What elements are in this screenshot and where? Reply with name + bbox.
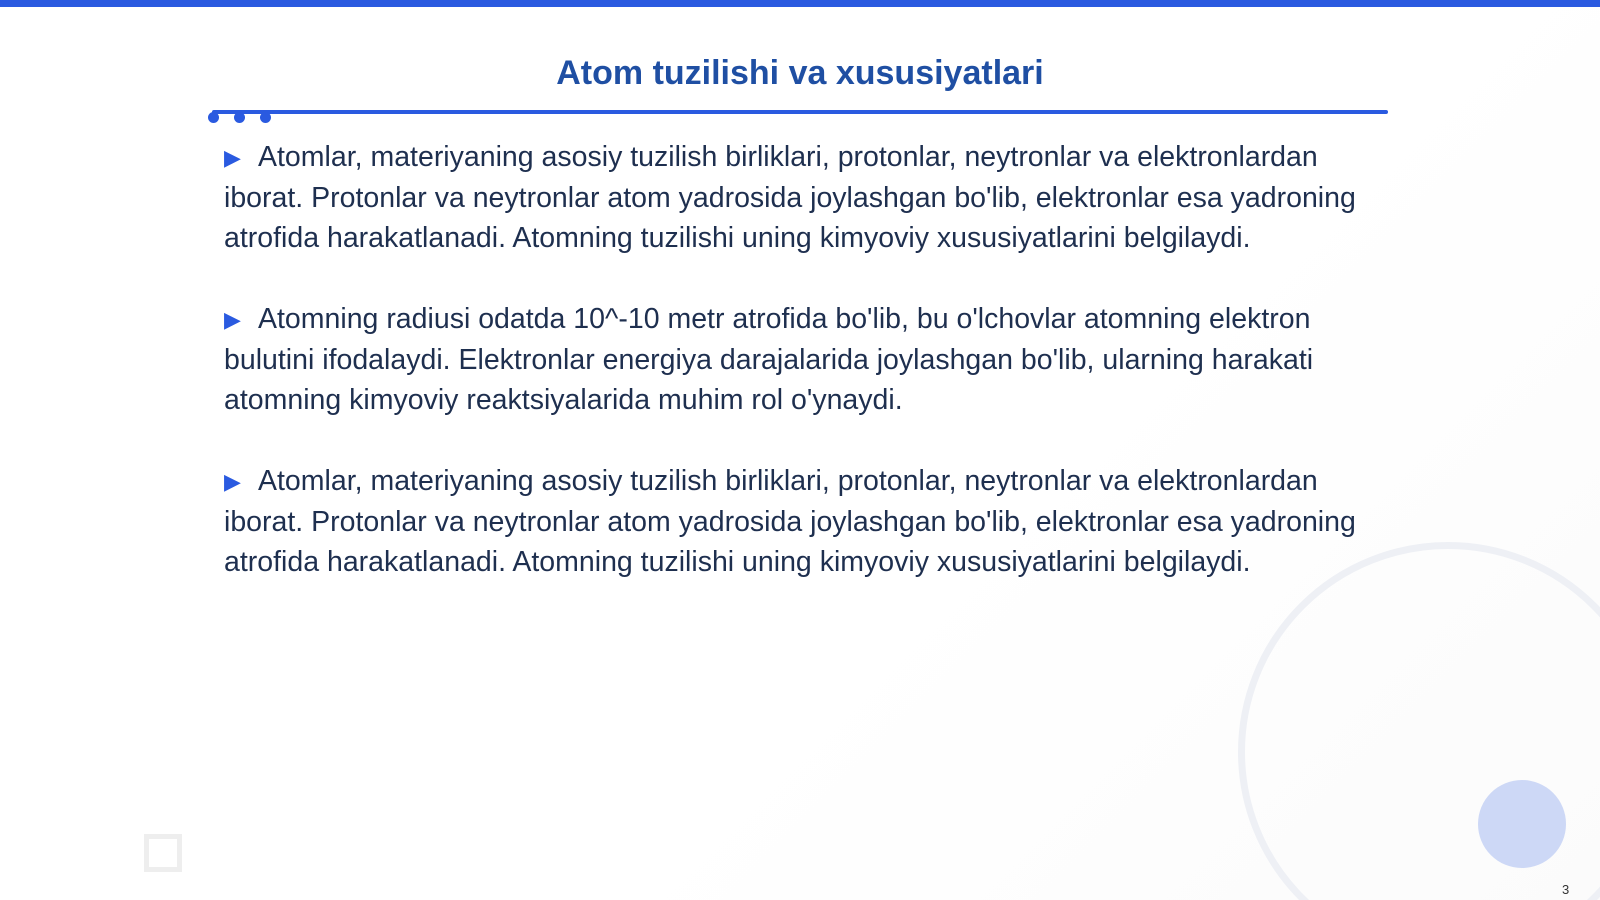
slide-title: Atom tuzilishi va xususiyatlari — [556, 54, 1044, 92]
play-arrow-icon: ▶ — [224, 307, 241, 332]
page-number: 3 — [1562, 882, 1570, 897]
bullet-item — [224, 461, 1364, 582]
play-arrow-icon: ▶ — [224, 145, 241, 170]
bullet-text: Atomning radiusi odatda 10^-10 metr atrofida bo'lib, bu o'lchovlar atomning elektron bulutini ifodalaydi. Elektronlar energiya darajalarida joylashgan bo'lib, ularning harakati atomning kimyoviy reaktsiyalarida muhim rol o'ynaydi. — [224, 303, 1314, 416]
bullet-text: Atomlar, materiyaning asosiy tuzilish birliklari, protonlar, neytronlar va elektronlardan iborat. Protonlar va neytronlar atom yadrosida joylashgan bo'lib, elektronlar esa yadroning atrofida harakatlanadi. Atomning tuzilishi uning kimyoviy xususiyatlarini belgilaydi. — [224, 141, 1356, 254]
play-arrow-icon: ▶ — [224, 469, 241, 494]
title-underline — [212, 110, 1388, 114]
decorative-dot — [260, 112, 271, 123]
decorative-square — [144, 834, 182, 872]
decorative-dot — [234, 112, 245, 123]
bullet-item — [224, 299, 1364, 420]
top-accent-bar — [0, 0, 1600, 7]
bullet-list — [224, 137, 1364, 623]
bullet-text: Atomlar, materiyaning asosiy tuzilish birliklari, protonlar, neytronlar va elektronlardan iborat. Protonlar va neytronlar atom yadrosida joylashgan bo'lib, elektronlar esa yadroning atrofida harakatlanadi. Atomning tuzilishi uning kimyoviy xususiyatlarini belgilaydi. — [224, 465, 1356, 578]
bullet-item — [224, 137, 1364, 258]
decorative-circle — [1478, 780, 1566, 868]
decorative-dot — [208, 112, 219, 123]
